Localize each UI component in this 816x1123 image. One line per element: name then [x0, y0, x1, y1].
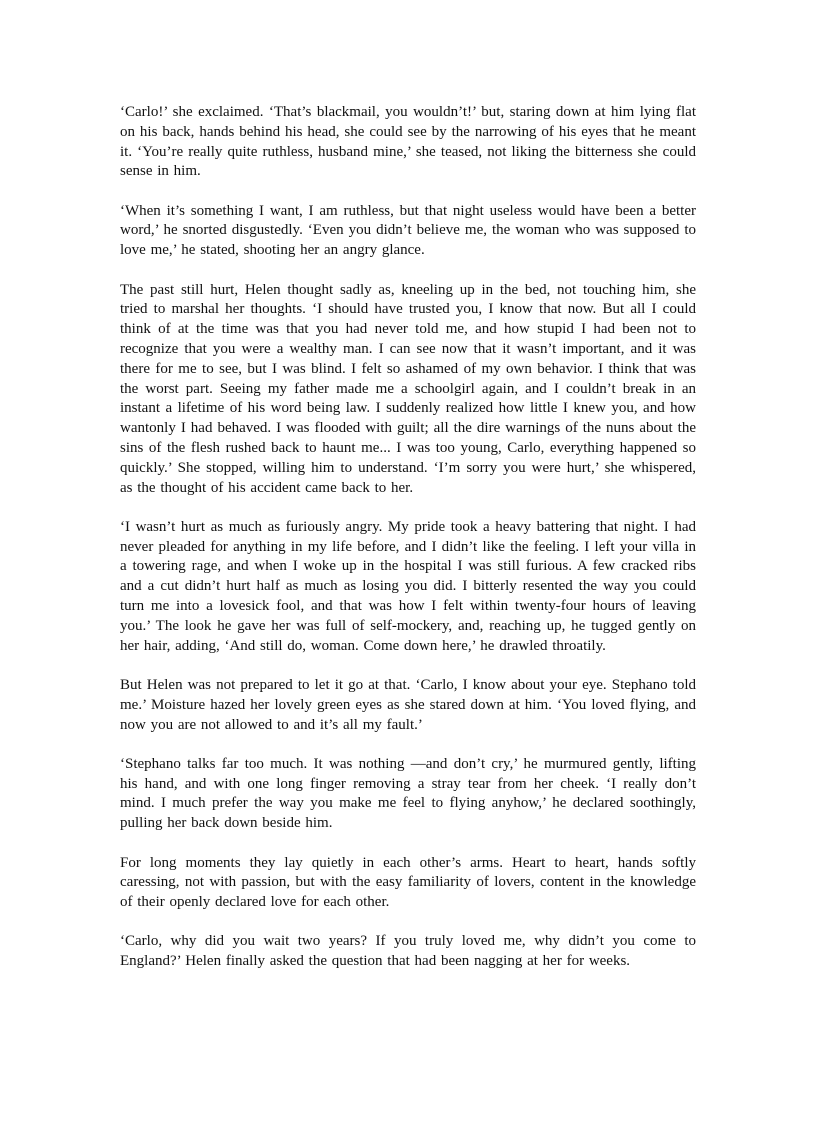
paragraph-2: ‘When it’s something I want, I am ruthless, but that night useless would have been a better word,’ he snorted disgustedly. ‘Even you didn’t believe me, the woman who was supposed to love me,’ he stated, shooting her an angry glance. [120, 202, 696, 259]
paragraph-3: The past still hurt, Helen thought sadly as, kneeling up in the bed, not touching him, she tried to marshal her thoughts. ‘I should have trusted you, I know that now. But all I could think of at the time was that you had never told me, and how stupid I had been not to recognize that you were a wealthy man. I can see now that it wasn’t important, and it was there for me to see, but I was blind. I felt so ashamed of my own behavior. I think that was the worst part. Seeing my father made me a schoolgirl again, and I couldn’t break in an instant a lifetime of his word being law. I suddenly realized how little I knew you, and how wantonly I had behaved. I was flooded with guilt; all the dire warnings of the nuns about the sins of the flesh rushed back to haunt me... I was too young, Carlo, everything happened so quickly.’ She stopped, willing him to understand. ‘I’m sorry you were hurt,’ she whispered, as the thought of his accident came back to her. [120, 281, 696, 496]
document-page [120, 103, 696, 991]
paragraph-8: ‘Carlo, why did you wait two years? If you truly loved me, why didn’t you come to England?’ Helen finally asked the question that had been nagging at her for weeks. [120, 933, 696, 970]
paragraph-1: ‘Carlo!’ she exclaimed. ‘That’s blackmail, you wouldn’t!’ but, staring down at him lying flat on his back, hands behind his head, she could see by the narrowing of his eyes that he meant it. ‘You’re really quite ruthless, husband mine,’ she teased, not liking the bitterness she could sense in him. [120, 104, 696, 180]
paragraph-7: For long moments they lay quietly in each other’s arms. Heart to heart, hands softly caressing, not with passion, but with the easy familiarity of lovers, content in the knowledge of their openly declared love for each other. [120, 854, 696, 911]
paragraph-6: ‘Stephano talks far too much. It was nothing —and don’t cry,’ he murmured gently, lifting his hand, and with one long finger removing a stray tear from her cheek. ‘I really don’t mind. I much prefer the way you make me feel to flying anyhow,’ he declared soothingly, pulling her back down beside him. [120, 755, 696, 832]
paragraph-4: ‘I wasn’t hurt as much as furiously angry. My pride took a heavy battering that night. I had never pleaded for anything in my life before, and I didn’t like the feeling. I left your villa in a towering rage, and when I woke up in the hospital I was still furious. A few cracked ribs and a cut didn’t hurt half as much as losing you did. I bitterly resented the way you could turn me into a lovesick fool, and that was how I felt within twenty-four hours of leaving you.’ The look he gave her was full of self-mockery, and, reaching up, he tugged gently on her hair, adding, ‘And still do, woman. Come down here,’ he drawled throatily. [120, 518, 696, 654]
paragraph-5: But Helen was not prepared to let it go at that. ‘Carlo, I know about your eye. Stephano told me.’ Moisture hazed her lovely green eyes as she stared down at him. ‘You loved flying, and now you are not allowed to and it’s all my fault.’ [120, 676, 696, 733]
